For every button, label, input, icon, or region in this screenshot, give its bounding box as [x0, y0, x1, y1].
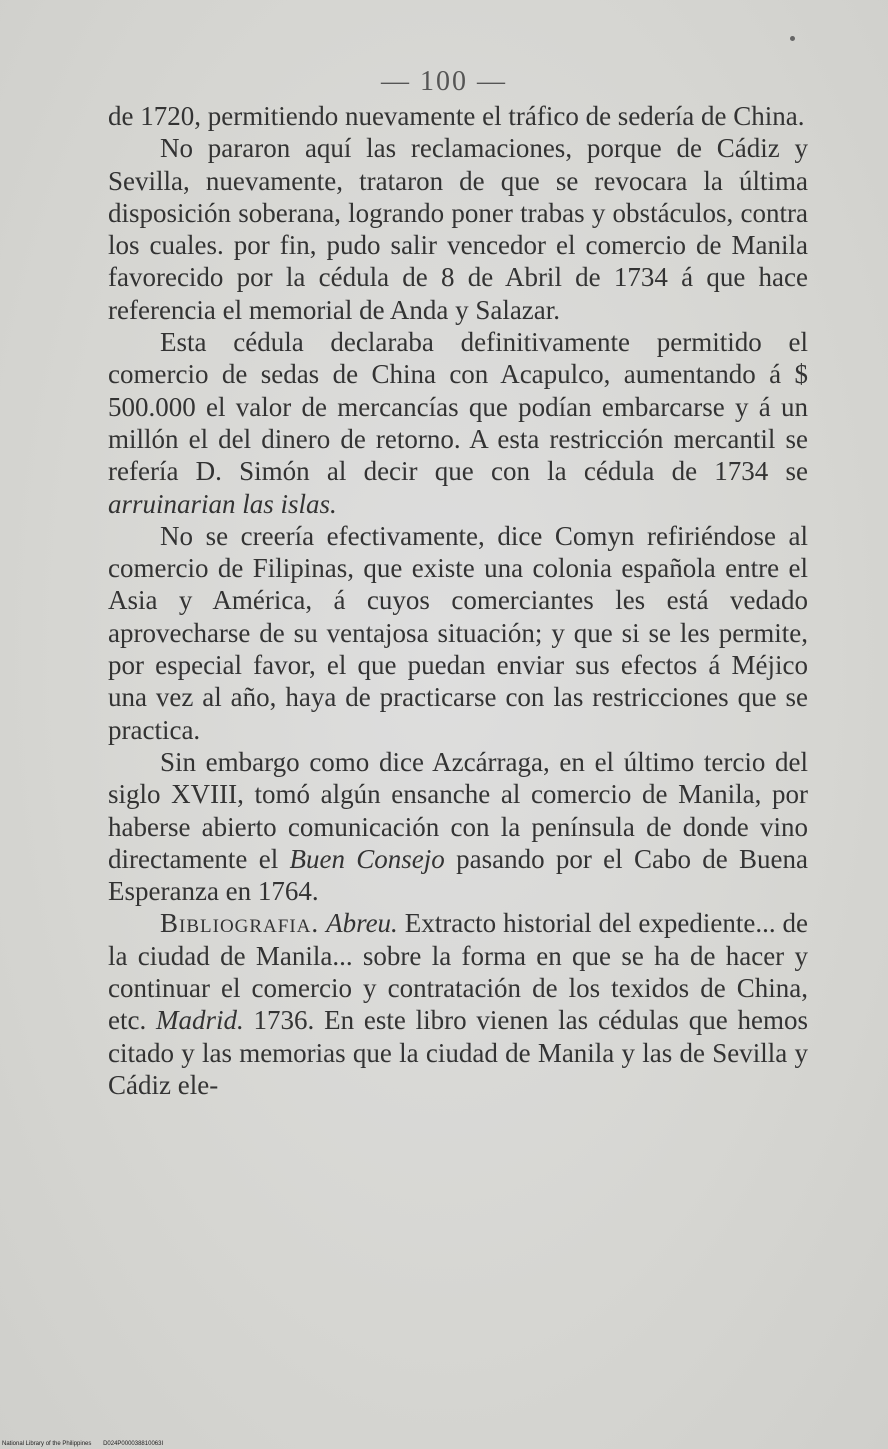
paragraph-text: No se creería efectivamente, dice Comyn refiriéndose al comercio de Filipinas, que existe una colonia española entre el Asia y América, á cuyos comerciantes les está vedado aprovecharse de su ventajosa situación; y que si se les permite, por especial favor, el que puedan enviar sus efectos á Méjico una vez al año, haya de practicarse con las restricciones que se practica.	[108, 520, 808, 745]
italic-text: Abreu.	[326, 908, 398, 939]
paragraph-text: No pararon aquí las reclamaciones, porque de Cádiz y Sevilla, nuevamente, trataron de que se revocara la última disposición soberana, logrando poner trabas y obstáculos, contra los cuales. por fin, pudo salir vencedor el comercio de Manila favorecido por la cédula de 8 de Abril de 1734 á que hace referencia el memorial de Anda y Salazar.	[108, 133, 808, 325]
paragraph	[108, 132, 808, 326]
body-text	[108, 100, 808, 1101]
footer-library: National Library of the Philippines	[2, 1441, 92, 1447]
paragraph-text: pasando por el Cabo de Buena Esperanza en 1764.	[108, 843, 809, 907]
paragraph-text: Extracto historial del expediente... de la ciudad de Manila... sobre la forma en que se ha de hacer y continuar el comercio y contratación de los texidos de China, etc.	[108, 908, 808, 1036]
ink-speck	[790, 36, 795, 41]
italic-text: Buen Consejo	[289, 843, 445, 874]
paragraph-text: de 1720, permitiendo nuevamente el tráfico de sedería de China.	[108, 101, 805, 131]
paragraph	[108, 907, 808, 1101]
paragraph-text: Sin embargo como dice Azcárraga, en el último tercio del siglo XVIII, tomó algún ensanche al comercio de Manila, por haberse abierto comunicación con la península de donde vino directamente el	[108, 746, 808, 874]
italic-text: arruinarian las islas.	[108, 488, 337, 519]
scan-footer	[2, 1441, 173, 1447]
paragraph-text: Esta cédula declaraba definitivamente permitido el comercio de sedas de China con Acapulco, aumentando á $ 500.000 el valor de mercancías que podían embarcarse y á un millón el del dinero de retorno. A esta restricción mercantil se refería D. Simón al decir que con la cédula de 1734 se	[108, 327, 808, 487]
footer-code: D024P000038810063I	[103, 1441, 164, 1447]
section-label: Bibliografia.	[160, 908, 320, 939]
italic-text: Madrid.	[156, 1005, 244, 1036]
page-number: — 100 —	[381, 66, 507, 97]
paragraph	[108, 746, 808, 907]
paragraph	[108, 326, 808, 520]
paragraph	[108, 520, 808, 746]
paragraph	[108, 100, 808, 132]
paragraph-text: 1736. En este libro vienen las cédulas que hemos citado y las memorias que la ciudad de Manila y las de Sevilla y Cádiz ele-	[108, 1005, 808, 1100]
